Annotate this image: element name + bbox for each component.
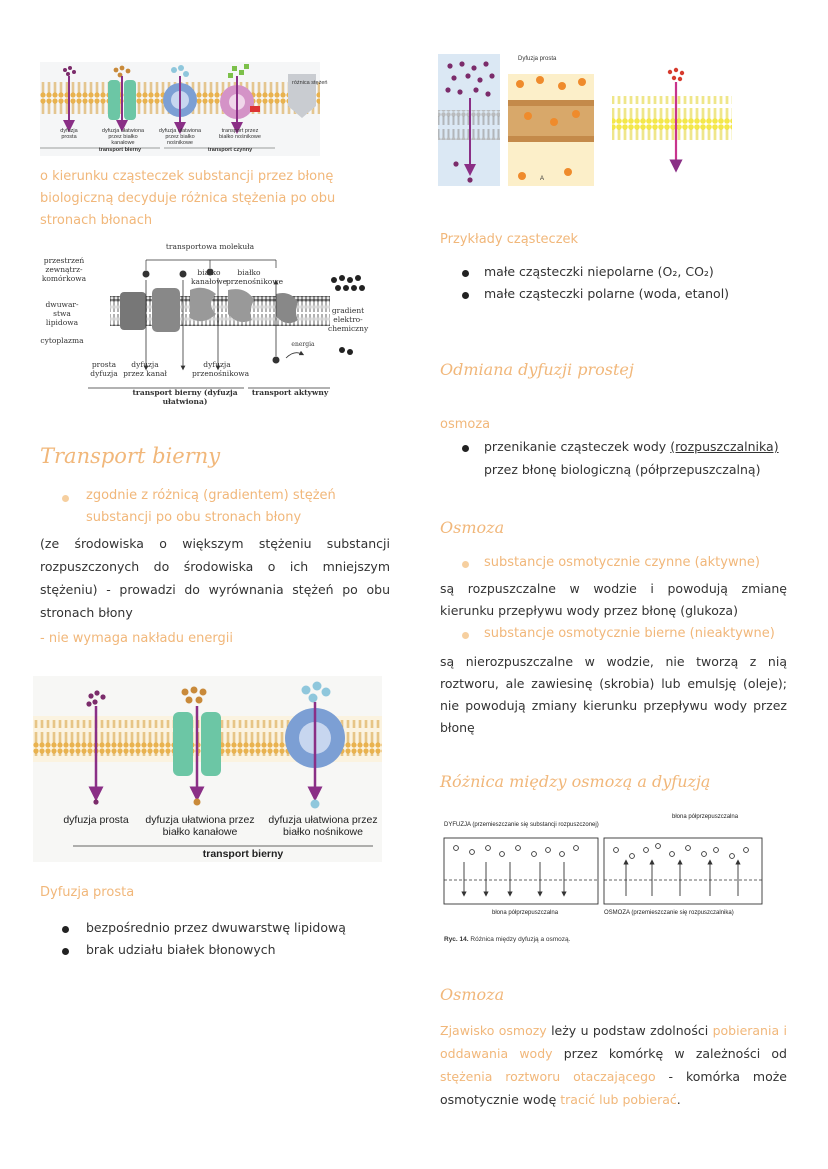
- passive-paragraph: (ze środowiska o większym stężeniu substancji rozpuszczonych do środowiska o ich mniejszym stężeniu) - prowadzi do wyrównania stężeń po obu stronach błony: [40, 536, 390, 620]
- extracellular-label: przestrzeń zewnątrz-komórkowa: [41, 256, 87, 283]
- fig3-group-label: transport bierny: [202, 848, 284, 860]
- membrane-transport-diagram: [40, 238, 372, 408]
- bullet-dot: [462, 445, 469, 452]
- inactive-substances-text: są nierozpuszczalne w wodzie, nie tworzą z nią roztworu, ale zawiesinę (skrobia) lub emulsję (oleje); nie powodują zmiany kierunku przepływu wody przez błonę: [440, 654, 787, 735]
- passive-transport-label: transport bierny (dyfuzja ułatwiona): [132, 388, 238, 406]
- fig1-label-active: transport przez białko nośnikowe: [219, 128, 261, 140]
- heading-osmosis-2: Osmoza: [440, 985, 505, 1004]
- osmosis-definition-line2: przez błonę biologiczną (półprzepuszczalną): [484, 462, 761, 477]
- fig1-label-carrier: dyfuzja ułatwiona przez białko nośnikowe: [158, 128, 202, 146]
- fig1-passive-group: transport bierny: [98, 147, 142, 153]
- final-p6: - komórka może osmotycznie wodę: [440, 1069, 787, 1107]
- heading-passive-transport: Transport bierny: [40, 444, 221, 468]
- osmosis-definition-line1: [484, 436, 779, 458]
- passive-transport-figure: [33, 676, 382, 862]
- gradient-bullet: zgodnie z różnicą (gradientem) stężeń substancji po obu stronach błony: [86, 488, 336, 525]
- example-nonpolar: małe cząsteczki niepolarne (O₂, CO₂): [484, 264, 714, 279]
- fig4-title: Dyfuzja prosta: [518, 56, 557, 62]
- fig5-osmosis-label: OSMOZA (przemieszczanie się rozpuszczalnika): [604, 910, 734, 916]
- bilayer-label: dwuwar-stwa lipidowa: [45, 300, 79, 327]
- gradient-side-label: różnica stężeń: [292, 80, 328, 86]
- carrier-protein-label: białko przenośnikowe: [226, 268, 284, 286]
- bullet-dot: [462, 561, 469, 568]
- final-p7: tracić lub pobierać: [560, 1092, 677, 1107]
- carrier-diffusion-label: dyfuzja przenośnikowa: [192, 360, 250, 378]
- intro-text: o kierunku cząsteczek substancji przez błonę biologiczną decyduje różnica stężenia po obu stronach błonach: [40, 169, 336, 228]
- fig3-carrier-label: dyfuzja ułatwiona przez białko nośnikowe: [268, 814, 378, 838]
- fig1-label-channel: dyfuzja ułatwiona przez białko kanałowe: [101, 128, 145, 146]
- bullet-dot: [462, 292, 469, 299]
- example-polar: małe cząsteczki polarne (woda, etanol): [484, 286, 730, 301]
- bullet-dot: [462, 632, 469, 639]
- osmosis-final-paragraph: [440, 1019, 787, 1111]
- bullet-dot: [62, 948, 69, 955]
- fig1-label-simple: dyfuzja prosta: [60, 128, 78, 140]
- osmosis-definition-a: przenikanie cząsteczek wody: [484, 439, 667, 454]
- fig5-membrane-top: błona półprzepuszczalna: [672, 814, 739, 820]
- inactive-substances-bullet: substancje osmotycznie bierne (nieaktywne): [484, 626, 775, 641]
- simple-diffusion-label: prosta dyfuzja: [90, 360, 118, 378]
- cytoplasm-label: cytoplazma: [40, 336, 84, 345]
- energy-label: energia: [291, 341, 315, 348]
- bullet-dot: [62, 926, 69, 933]
- fig5-diffusion-label: DYFUZJA (przemieszczanie się substancji rozpuszczonej): [444, 822, 599, 828]
- final-p1: Zjawisko osmozy: [440, 1023, 547, 1038]
- subheading-simple-diffusion: Dyfuzja prosta: [40, 885, 135, 900]
- diffusion-vs-osmosis-figure: [440, 810, 786, 950]
- gradient-label: gradient elektro-chemiczny: [328, 306, 369, 333]
- fig5-membrane-bottom: błona półprzepuszczalna: [492, 910, 559, 916]
- simple-diffusion-bullet-2: brak udziału białek błonowych: [86, 942, 276, 957]
- fig5-caption-number: Ryc. 14.: [444, 936, 469, 943]
- channel-protein-label: białko kanałowe: [190, 268, 228, 286]
- bullet-dot: [462, 270, 469, 277]
- final-p2: leży u podstaw zdolności: [546, 1023, 713, 1038]
- fig4-label-a: A: [540, 176, 545, 182]
- channel-diffusion-label: dyfuzja przez kanał: [123, 360, 167, 378]
- final-p3: pobierania i oddawania wody: [440, 1023, 787, 1061]
- fig3-channel-label: dyfuzja ułatwiona przez białko kanałowe: [145, 814, 255, 838]
- active-substances-bullet: substancje osmotycznie czynne (aktywne): [484, 555, 760, 570]
- heading-variant: Odmiana dyfuzji prostej: [440, 360, 634, 379]
- final-p5: stężenia roztworu otaczającego: [440, 1069, 656, 1084]
- energy-note: - nie wymaga nakładu energii: [40, 631, 233, 646]
- final-p8: .: [676, 1092, 681, 1107]
- simple-diffusion-figure: [436, 52, 736, 192]
- solvent-underlined: (rozpuszczalnika): [670, 439, 779, 454]
- final-p4: przez komórkę w zależności od: [552, 1046, 787, 1061]
- fig5-caption: [444, 936, 570, 943]
- bullet-dot: [62, 495, 69, 502]
- simple-diffusion-bullet-1: bezpośrednio przez dwuwarstwę lipidową: [86, 920, 346, 935]
- osmosis-label: osmoza: [440, 417, 491, 432]
- active-transport-label: transport aktywny: [251, 388, 329, 397]
- transport-molecule-label: transportowa molekuła: [165, 242, 255, 251]
- examples-heading: Przykłady cząsteczek: [440, 232, 579, 247]
- fig1-active-group: transport czynny: [207, 147, 253, 153]
- fig3-simple-label: dyfuzja prosta: [63, 814, 129, 826]
- heading-difference: Różnica między osmozą a dyfuzją: [440, 772, 711, 791]
- transport-types-figure: [40, 62, 328, 156]
- active-substances-text: są rozpuszczalne w wodzie i powodują zmianę kierunku przepływu wody przez błonę (glukoza): [440, 581, 787, 618]
- heading-osmosis: Osmoza: [440, 518, 505, 537]
- fig5-caption-text: Różnica między dyfuzją a osmozą.: [470, 936, 571, 943]
